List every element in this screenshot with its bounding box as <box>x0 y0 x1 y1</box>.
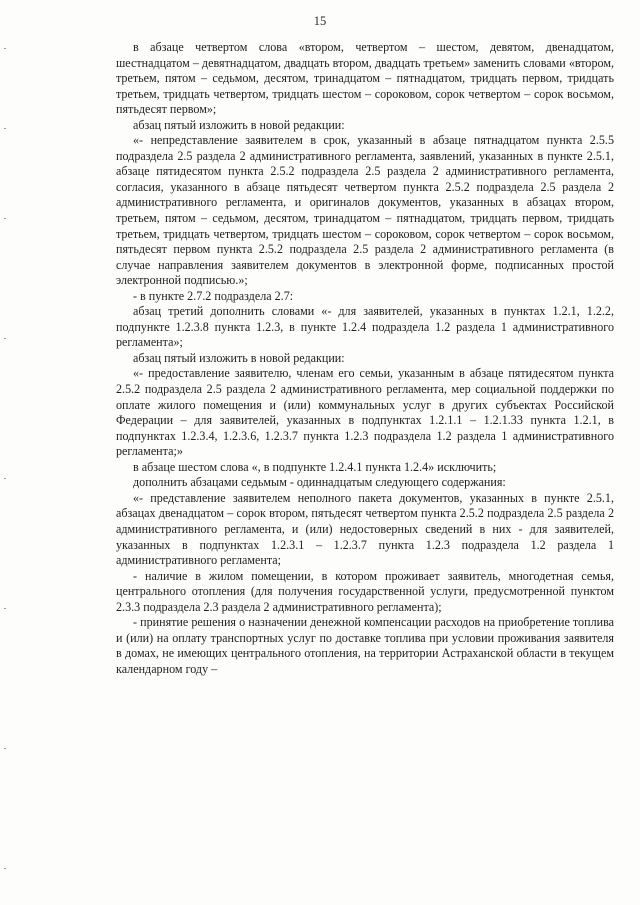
document-body <box>116 40 614 677</box>
paragraph: абзац третий дополнить словами «- для заявителей, указанных в пунктах 1.2.1, 1.2.2, подпункте 1.2.3.8 пункта 1.2.3, в пункте 1.2.4 подраздела 1.2 раздела 1 административного регламента»; <box>116 304 614 350</box>
paragraph: абзац пятый изложить в новой редакции: <box>133 350 345 365</box>
page-number: 15 <box>313 14 327 28</box>
paragraph: - в пункте 2.7.2 подраздела 2.7: <box>133 288 294 303</box>
paragraph: «- представление заявителем неполного пакета документов, указанных в пункте 2.5.1, абзацах двенадцатом – сорок втором, пятьдесят четвертом пункта 2.5.2 подраздела 2.5 раздела 2 административного регламента, и (или) недостоверных сведений в них - для заявителей, указанных в подпунктах 1.2.3.1 – 1.2.3.7 пункта 1.2.3 подраздела 1.2 раздела 1 административного регламента; <box>116 490 614 568</box>
paragraph: в абзаце шестом слова «, в подпункте 1.2.4.1 пункта 1.2.4» исключить; <box>133 459 497 474</box>
scan-margin-marks <box>4 8 7 888</box>
paragraph: - наличие в жилом помещении, в котором проживает заявитель, многодетная семья, центрального отопления (для получения государственной услуги, предусмотренной пунктом 2.3.3 подраздела 2.3 раздела 2 административного регламента); <box>116 568 614 614</box>
paragraph: «- непредставление заявителем в срок, указанный в абзаце пятнадцатом пункта 2.5.5 подраздела 2.5 раздела 2 административного регламента, заявлений, указанных в пункте 2.5.1, абзаце пятидесятом пункта 2.5.2 подраздела 2.5 раздела 2 административного регламента, согласия, указанного в абзаце пятьдесят четвертом пункта 2.5.2 подраздела 2.5 раздела 2 административного регламента, и оригиналов документов, указанных в абзацах втором, третьем, пятом – седьмом, десятом, тринадцатом – пятнадцатом, тридцать первом, тридцать третьем, тридцать четвертом, тридцать шестом – сороковом, сорок четвертом – сорок восьмом, пятьдесят первом пункта 2.5.2 подраздела 2.5 раздела 2 административного регламента (в случае направления заявителем документов в электронной форме, подписанных простой электронной подписью.»; <box>116 133 614 288</box>
paragraph: дополнить абзацами седьмым - одиннадцатым следующего содержания: <box>133 475 506 490</box>
paragraph: в абзаце четвертом слова «втором, четвертом – шестом, девятом, двенадцатом, шестнадцатом – девятнадцатом, двадцать втором, двадцать третьем» заменить словами «втором, третьем, пятом – седьмом, десятом, тринадцатом – пятнадцатом, тридцать первом, тридцать третьем, тридцать четвертом, тридцать шестом – сороковом, сорок четвертом – сорок восьмом, пятьдесят первом»; <box>116 40 614 117</box>
paragraph: «- предоставление заявителю, членам его семьи, указанным в абзаце пятидесятом пункта 2.5.2 подраздела 2.5 раздела 2 административного регламента, мер социальной поддержки по оплате жилого помещения и (или) коммунальных услуг в других субъектах Российской Федерации – для заявителей, указанных в подпунктах 1.2.1.1 – 1.2.1.33 пункта 1.2.1, в подпунктах 1.2.3.4, 1.2.3.6, 1.2.3.7 пункта 1.2.3 подраздела 1.2 раздела 1 административного регламента;» <box>116 366 614 459</box>
paragraph: - принятие решения о назначении денежной компенсации расходов на приобретение топлива и (или) на оплату транспортных услуг по доставке топлива при условии проживания заявителя в домах, не имеющих центрального отопления, на территории Астраханской области в текущем календарном году – <box>116 615 614 676</box>
paragraph: абзац пятый изложить в новой редакции: <box>133 117 345 132</box>
